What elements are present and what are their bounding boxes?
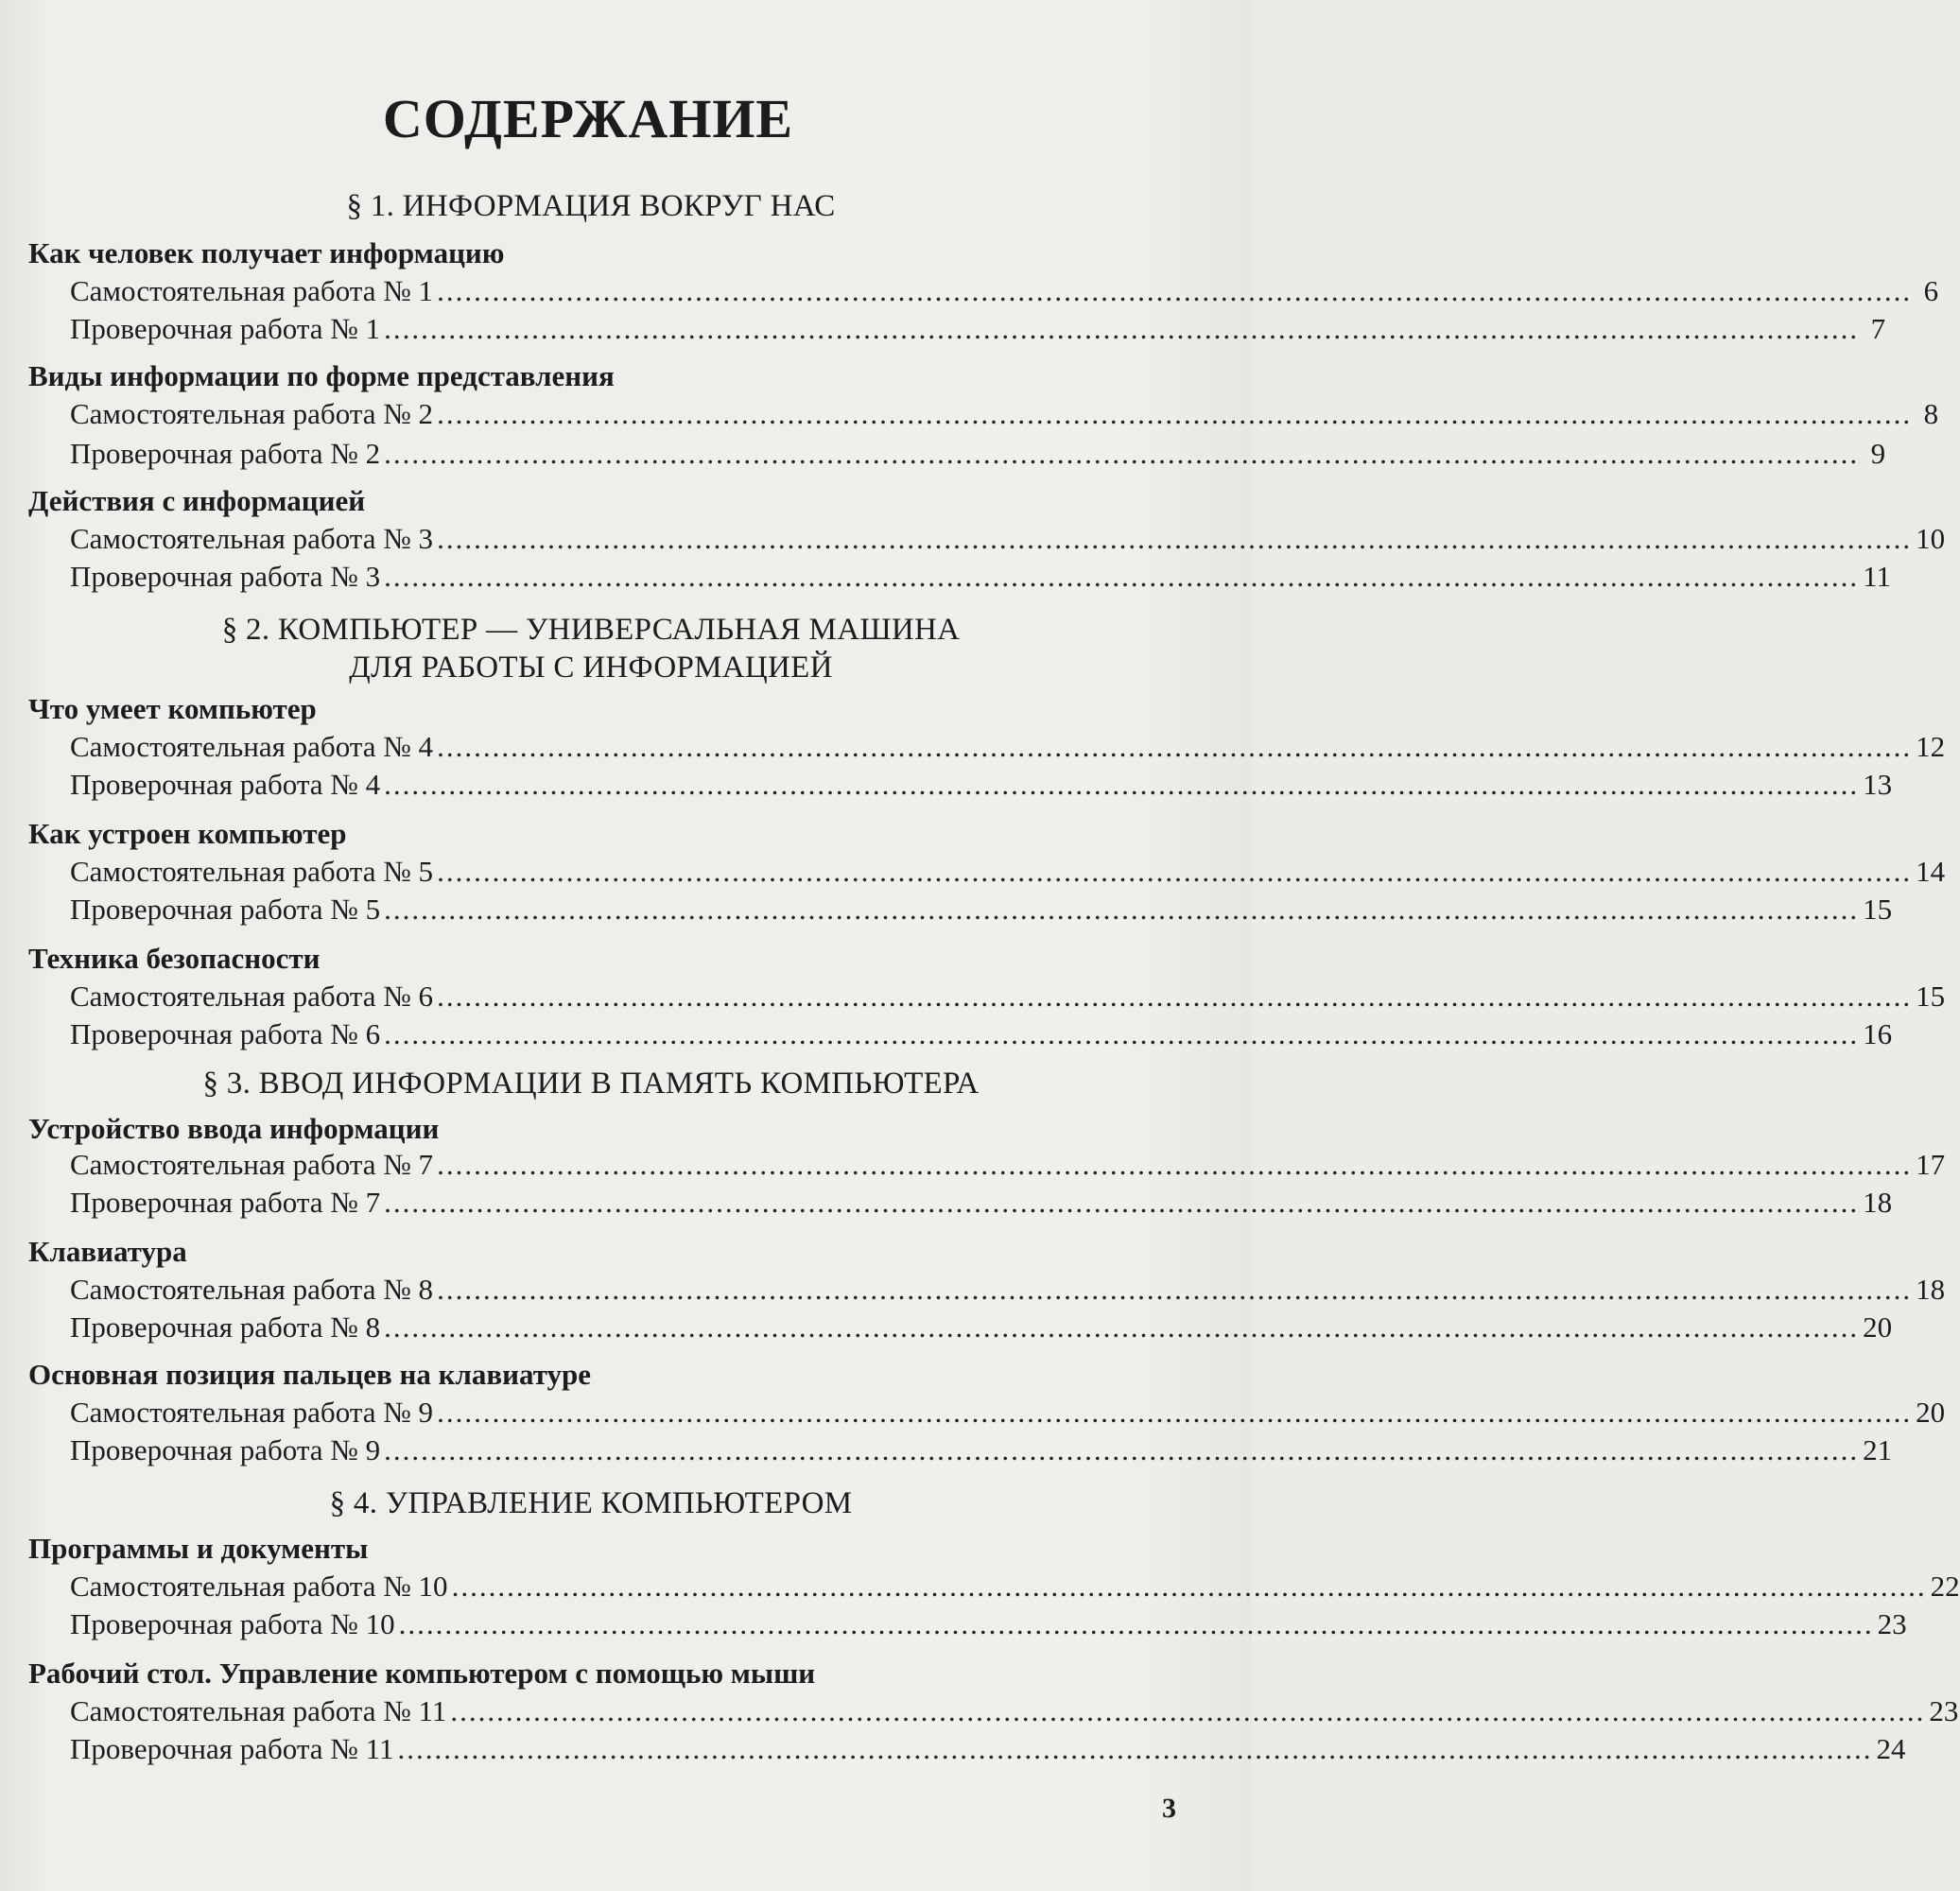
page-number: 3: [1162, 1793, 1176, 1824]
toc-entry[interactable]: [70, 730, 1946, 768]
topic-title: Рабочий стол. Управление компьютером с помощью мыши: [28, 1657, 816, 1690]
toc-entry[interactable]: [70, 1607, 1907, 1645]
entry-page: 8: [1923, 397, 1939, 430]
entry-label: Проверочная работа № 11: [70, 1732, 394, 1765]
entry-label: Проверочная работа № 10: [70, 1607, 395, 1640]
entry-label: Самостоятельная работа № 8: [70, 1273, 434, 1306]
toc-entry[interactable]: [70, 1694, 1959, 1732]
topic-title: Как человек получает информацию: [28, 236, 505, 269]
dot-leader: ................................................................................................................................................................: [437, 1148, 1913, 1181]
entry-page: 23: [1877, 1607, 1907, 1640]
entry-label: Самостоятельная работа № 4: [70, 730, 434, 763]
dot-leader: ................................................................................................................................................................: [384, 893, 1860, 926]
entry-label: Проверочная работа № 7: [70, 1186, 381, 1219]
entry-page: 7: [1870, 312, 1886, 345]
entry-page: 16: [1863, 1017, 1893, 1050]
dot-leader: ................................................................................................................................................................: [437, 397, 1913, 430]
toc-entry[interactable]: [70, 1310, 1893, 1348]
dot-leader: ................................................................................................................................................................: [451, 1570, 1927, 1603]
entry-label: Самостоятельная работа № 10: [70, 1570, 448, 1603]
entry-label: Проверочная работа № 5: [70, 893, 381, 926]
toc-entry[interactable]: [70, 1273, 1946, 1310]
dot-leader: ................................................................................................................................................................: [437, 855, 1913, 888]
entry-label: Проверочная работа № 6: [70, 1017, 381, 1050]
dot-leader: ................................................................................................................................................................: [384, 1310, 1860, 1344]
dot-leader: ................................................................................................................................................................: [450, 1694, 1926, 1727]
toc-entry[interactable]: [70, 855, 1946, 893]
dot-leader: ................................................................................................................................................................: [398, 1607, 1874, 1640]
entry-label: Самостоятельная работа № 9: [70, 1396, 434, 1429]
toc-entry[interactable]: [70, 397, 1939, 435]
topic-title: Как устроен компьютер: [28, 817, 347, 850]
entry-label: Самостоятельная работа № 3: [70, 522, 434, 555]
entry-label: Самостоятельная работа № 7: [70, 1148, 434, 1181]
dot-leader: ................................................................................................................................................................: [384, 1017, 1860, 1050]
entry-page: 15: [1916, 980, 1946, 1013]
toc-entry[interactable]: [70, 980, 1946, 1017]
dot-leader: ................................................................................................................................................................: [437, 522, 1913, 555]
topic-title: Действия с информацией: [28, 484, 366, 517]
toc-entry[interactable]: [70, 1017, 1893, 1055]
entry-page: 18: [1916, 1273, 1946, 1306]
entry-label: Самостоятельная работа № 1: [70, 274, 434, 307]
toc-entry[interactable]: [70, 893, 1893, 930]
dot-leader: ................................................................................................................................................................: [437, 730, 1913, 763]
toc-entry[interactable]: [70, 1186, 1893, 1223]
entry-page: 23: [1929, 1694, 1959, 1727]
section-heading-line-2: ДЛЯ РАБОТЫ С ИНФОРМАЦИЕЙ: [349, 651, 833, 685]
toc-entry[interactable]: [70, 437, 1886, 475]
toc-entry[interactable]: [70, 312, 1886, 350]
topic-title: Устройство ввода информации: [28, 1112, 440, 1145]
toc-entry[interactable]: [70, 274, 1939, 312]
topic-title: Программы и документы: [28, 1532, 369, 1565]
entry-label: Проверочная работа № 4: [70, 768, 381, 801]
dot-leader: ................................................................................................................................................................: [384, 768, 1860, 801]
entry-page: 17: [1916, 1148, 1946, 1181]
toc-entry[interactable]: [70, 1732, 1906, 1770]
section-heading: § 4. УПРАВЛЕНИЕ КОМПЬЮТЕРОМ: [329, 1486, 853, 1520]
dot-leader: ................................................................................................................................................................: [384, 437, 1860, 470]
toc-entry[interactable]: [70, 1396, 1946, 1433]
entry-page: 22: [1930, 1570, 1960, 1603]
dot-leader: ................................................................................................................................................................: [437, 1396, 1913, 1429]
toc-entry[interactable]: [70, 1433, 1893, 1471]
dot-leader: ................................................................................................................................................................: [437, 274, 1913, 307]
entry-label: Проверочная работа № 8: [70, 1310, 381, 1344]
section-heading: § 1. ИНФОРМАЦИЯ ВОКРУГ НАС: [346, 189, 836, 223]
entry-page: 9: [1870, 437, 1886, 470]
topic-title: Клавиатура: [28, 1235, 187, 1268]
entry-page: 20: [1916, 1396, 1946, 1429]
entry-label: Самостоятельная работа № 2: [70, 397, 434, 430]
dot-leader: ................................................................................................................................................................: [437, 1273, 1913, 1306]
topic-title: Основная позиция пальцев на клавиатуре: [28, 1358, 592, 1391]
page-title: СОДЕРЖАНИЕ: [382, 88, 794, 149]
topic-title: Техника безопасности: [28, 942, 321, 975]
topic-title: Что умеет компьютер: [28, 692, 317, 725]
section-heading: § 2. КОМПЬЮТЕР — УНИВЕРСАЛЬНАЯ МАШИНА: [221, 613, 961, 647]
entry-page: 20: [1863, 1310, 1893, 1344]
entry-page: 10: [1916, 522, 1946, 555]
dot-leader: ................................................................................................................................................................: [437, 980, 1913, 1013]
entry-page: 14: [1916, 855, 1946, 888]
dot-leader: ................................................................................................................................................................: [384, 560, 1860, 593]
entry-page: 15: [1863, 893, 1893, 926]
entry-label: Самостоятельная работа № 11: [70, 1694, 447, 1727]
entry-label: Самостоятельная работа № 6: [70, 980, 434, 1013]
entry-label: Проверочная работа № 1: [70, 312, 381, 345]
entry-page: 6: [1923, 274, 1939, 307]
entry-page: 18: [1863, 1186, 1893, 1219]
dot-leader: ................................................................................................................................................................: [384, 312, 1860, 345]
section-heading: § 3. ВВОД ИНФОРМАЦИИ В ПАМЯТЬ КОМПЬЮТЕРА: [202, 1067, 980, 1101]
topic-title: Виды информации по форме представления: [28, 359, 615, 392]
entry-label: Проверочная работа № 3: [70, 560, 381, 593]
toc-entry[interactable]: [70, 560, 1891, 598]
entry-label: Проверочная работа № 2: [70, 437, 381, 470]
toc-entry[interactable]: [70, 1570, 1960, 1607]
entry-page: 24: [1876, 1732, 1906, 1765]
dot-leader: ................................................................................................................................................................: [397, 1732, 1873, 1765]
entry-page: 11: [1863, 560, 1891, 593]
entry-label: Проверочная работа № 9: [70, 1433, 381, 1466]
toc-entry[interactable]: [70, 522, 1946, 560]
entry-page: 21: [1863, 1433, 1893, 1466]
toc-entry[interactable]: [70, 1148, 1946, 1186]
entry-label: Самостоятельная работа № 5: [70, 855, 434, 888]
dot-leader: ................................................................................................................................................................: [384, 1186, 1860, 1219]
entry-page: 12: [1916, 730, 1946, 763]
dot-leader: ................................................................................................................................................................: [384, 1433, 1860, 1466]
toc-entry[interactable]: [70, 768, 1893, 806]
entry-page: 13: [1863, 768, 1893, 801]
